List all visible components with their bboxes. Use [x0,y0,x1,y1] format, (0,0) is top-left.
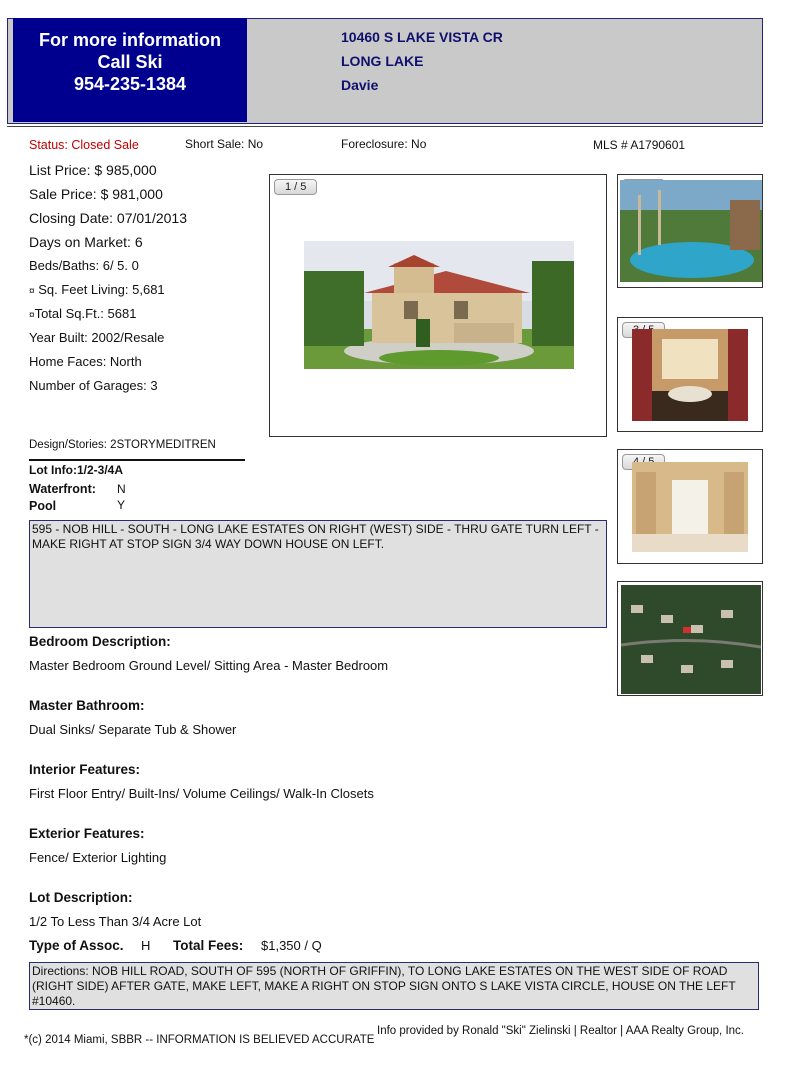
thumbnail-5[interactable] [617,581,763,696]
bullet-icon: ¤ [29,310,35,321]
sale-price: Sale Price: $ 981,000 [29,186,163,202]
header-divider [7,126,763,127]
pool-value: Y [117,498,126,512]
pool-label: Pool [29,499,57,513]
waterfront-value: N [117,482,126,496]
interior-text: First Floor Entry/ Built-Ins/ Volume Ceilings/ Walk-In Closets [29,786,374,801]
aerial-photo [621,585,761,694]
bedroom-text: Master Bedroom Ground Level/ Sitting Area - Master Bedroom [29,658,389,673]
status-label: Status: Closed Sale [29,138,139,152]
thumbnail-3[interactable] [617,317,763,432]
fees-value: $1,350 / Q [261,938,322,953]
sqft-living-row [29,282,165,297]
total-sqft-row [29,306,136,321]
agent-info: Info provided by Ronald "Ski" Zielinski | Realtor | AAA Realty Group, Inc. [377,1025,744,1037]
bathroom-heading: Master Bathroom: [29,698,145,713]
remarks-box: 595 - NOB HILL - SOUTH - LONG LAKE ESTATES ON RIGHT (WEST) SIDE - THRU GATE TURN LEFT - MAKE RIGHT AT STOP SIGN 3/4 WAY DOWN HOUSE ON LEFT. [29,520,607,628]
days-on-market: Days on Market: 6 [29,234,143,250]
lot-text: 1/2 To Less Than 3/4 Acre Lot [29,914,202,929]
exterior-text: Fence/ Exterior Lighting [29,850,167,865]
assoc-type-value: H [141,938,151,953]
bedroom-heading: Bedroom Description: [29,634,171,649]
property-subdivision: LONG LAKE [341,53,424,69]
contact-box [13,18,247,122]
bullet-icon: ¤ [29,286,35,297]
house-photo [304,241,574,369]
lot-divider [29,459,245,461]
directions-box: Directions: NOB HILL ROAD, SOUTH OF 595 (NORTH OF GRIFFIN), TO LONG LAKE ESTATES ON THE WEST SIDE OF ROAD (RIGHT SIDE) AFTER GATE, MAKE LEFT, MAKE A RIGHT ON STOP SIGN ONTO S LAKE VISTA CIRCLE, HOUSE ON THE LEFT #10460. [29,962,759,1010]
waterfront-label: Waterfront: [29,482,96,496]
thumbnail-2[interactable] [617,174,763,288]
year-built: Year Built: 2002/Resale [29,330,165,345]
mls-number: MLS # A1790601 [593,138,686,152]
foreclosure-label: Foreclosure: No [341,137,427,151]
contact-line-1: For more information [38,30,221,50]
dining-photo [632,329,748,421]
main-photo-frame[interactable] [269,174,607,437]
interior-heading: Interior Features: [29,762,141,777]
beds-baths: Beds/Baths: 6/ 5. 0 [29,258,139,273]
pool-photo [620,180,762,282]
photo-counter: 1 / 5 [274,179,317,195]
foyer-photo [632,462,748,552]
total-sqft: Total Sq.Ft.: 5681 [34,306,137,321]
garages: Number of Garages: 3 [29,378,158,393]
property-address: 10460 S LAKE VISTA CR [341,29,503,45]
thumbnail-4[interactable] [617,449,763,564]
short-sale-label: Short Sale: No [185,137,264,151]
property-city: Davie [341,77,379,93]
fees-label: Total Fees: [173,938,244,953]
assoc-type-label: Type of Assoc. [29,938,124,953]
list-price: List Price: $ 985,000 [29,162,157,178]
exterior-heading: Exterior Features: [29,826,145,841]
contact-line-2: Call Ski [97,52,163,72]
design-stories: Design/Stories: 2STORYMEDITREN [29,439,216,451]
contact-phone[interactable]: 954-235-1384 [73,74,187,94]
bathroom-text: Dual Sinks/ Separate Tub & Shower [29,722,237,737]
home-faces: Home Faces: North [29,354,142,369]
sqft-living: Sq. Feet Living: 5,681 [38,282,165,297]
lot-heading: Lot Description: [29,890,133,905]
lot-info: Lot Info:1/2-3/4A [29,463,124,477]
copyright-notice: *(c) 2014 Miami, SBBR -- INFORMATION IS BELIEVED ACCURATE [24,1034,375,1046]
closing-date: Closing Date: 07/01/2013 [29,210,187,226]
